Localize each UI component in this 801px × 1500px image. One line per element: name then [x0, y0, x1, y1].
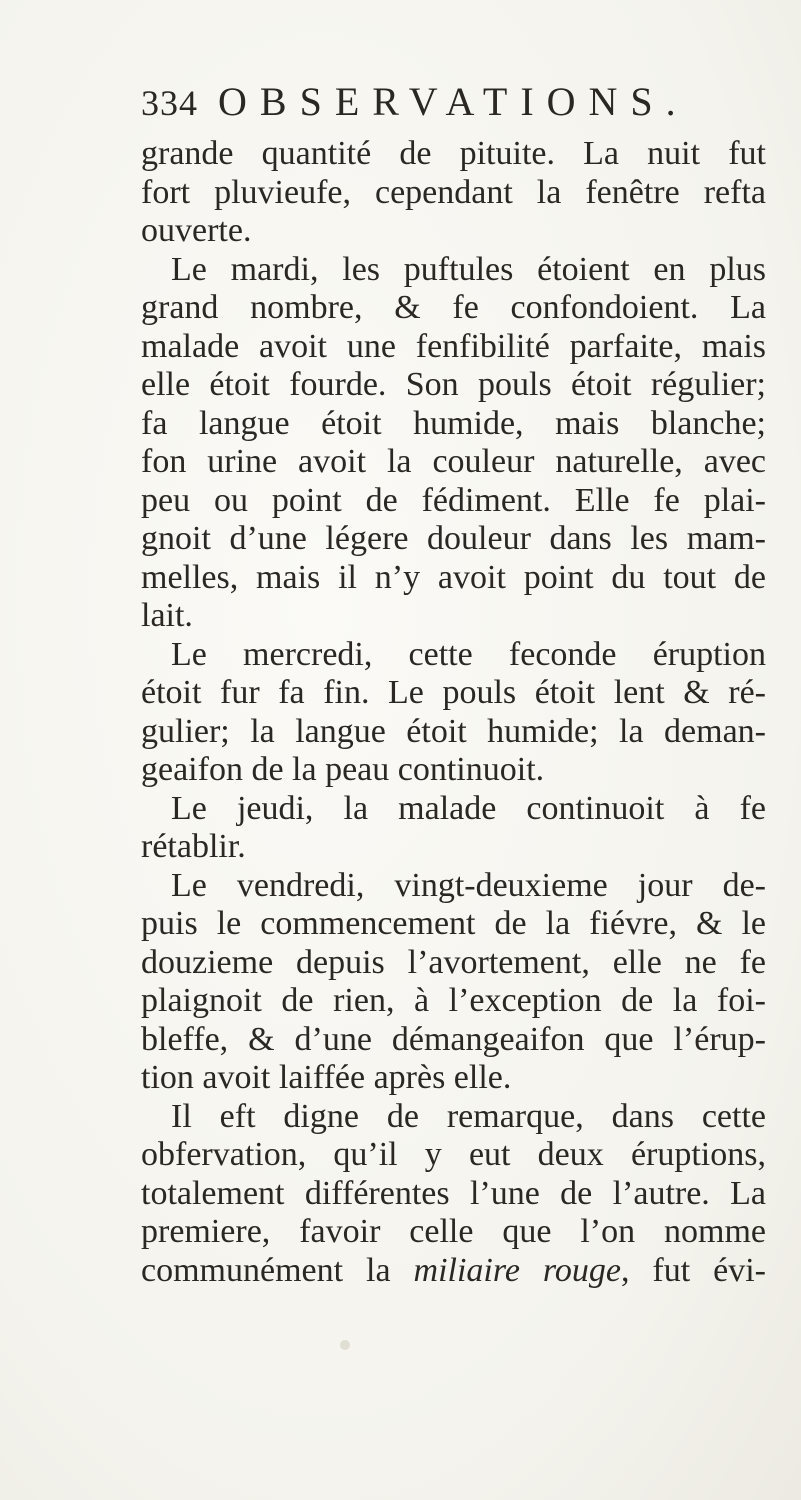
text-line: grande quantité de pituite. La nuit fut [141, 135, 766, 172]
text-line: puis le commencement de la fiévre, & le [141, 905, 766, 942]
text-line: douzieme depuis l’avortement, elle ne fe [141, 943, 766, 981]
text-line: gulier; la langue étoit humide; la deman- [141, 712, 766, 750]
text-line: Il eft digne de remarque, dans cette [171, 1097, 766, 1135]
text-line: étoit fur fa fin. Le pouls étoit lent & ré- [141, 674, 766, 711]
text-line: lait. [141, 597, 193, 634]
body-text [141, 135, 766, 1290]
text-line: malade avoit une fenfibilité parfaite, mais [141, 327, 766, 365]
text-line: totalement différentes l’une de l’autre. La [141, 1174, 766, 1212]
text-line: gnoit d’une légere douleur dans les mam- [141, 520, 766, 557]
text-line: bleffe, & d’une démangeaifon que l’érup- [141, 1020, 766, 1058]
text-line: melles, mais il n’y avoit point du tout de [141, 558, 766, 596]
text-line: Le mardi, les puftules étoient en plus [171, 250, 766, 288]
text-segment: communément la [141, 1251, 414, 1289]
text-line-last [141, 1252, 766, 1291]
italic-term: miliaire rouge [413, 1251, 621, 1289]
text-line: premiere, favoir celle que l’on nomme [141, 1213, 766, 1250]
text-line: peu ou point de fédiment. Elle fe plai- [141, 481, 766, 519]
text-line: fa langue étoit humide, mais blanche; [141, 404, 766, 442]
text-line: obfervation, qu’il y eut deux éruptions, [141, 1136, 766, 1173]
text-line: Le mercredi, cette feconde éruption [171, 635, 766, 673]
text-line: rétablir. [141, 828, 246, 865]
text-line: Le jeudi, la malade continuoit à fe [171, 789, 766, 827]
text-line: fon urine avoit la couleur naturelle, avec [141, 443, 766, 480]
page-number: 334 [141, 83, 198, 123]
text-line: fort pluvieufe, cependant la fenêtre refta [141, 173, 766, 211]
text-line: Le vendredi, vingt-deuxieme jour de- [171, 866, 766, 904]
text-segment: , fut évi- [620, 1251, 766, 1289]
text-line: plaignoit de rien, à l’exception de la foi- [141, 982, 766, 1019]
text-line: tion avoit laiffée après elle. [141, 1059, 512, 1096]
text-line: elle étoit fourde. Son pouls étoit régulier; [141, 366, 766, 403]
paper-stain [340, 1340, 350, 1350]
page-header [141, 78, 761, 128]
running-title: OBSERVATIONS. [218, 79, 689, 124]
text-line: ouverte. [141, 212, 252, 249]
text-line: geaifon de la peau continuoit. [141, 751, 545, 788]
text-line: grand nombre, & fe confondoient. La [141, 289, 766, 326]
